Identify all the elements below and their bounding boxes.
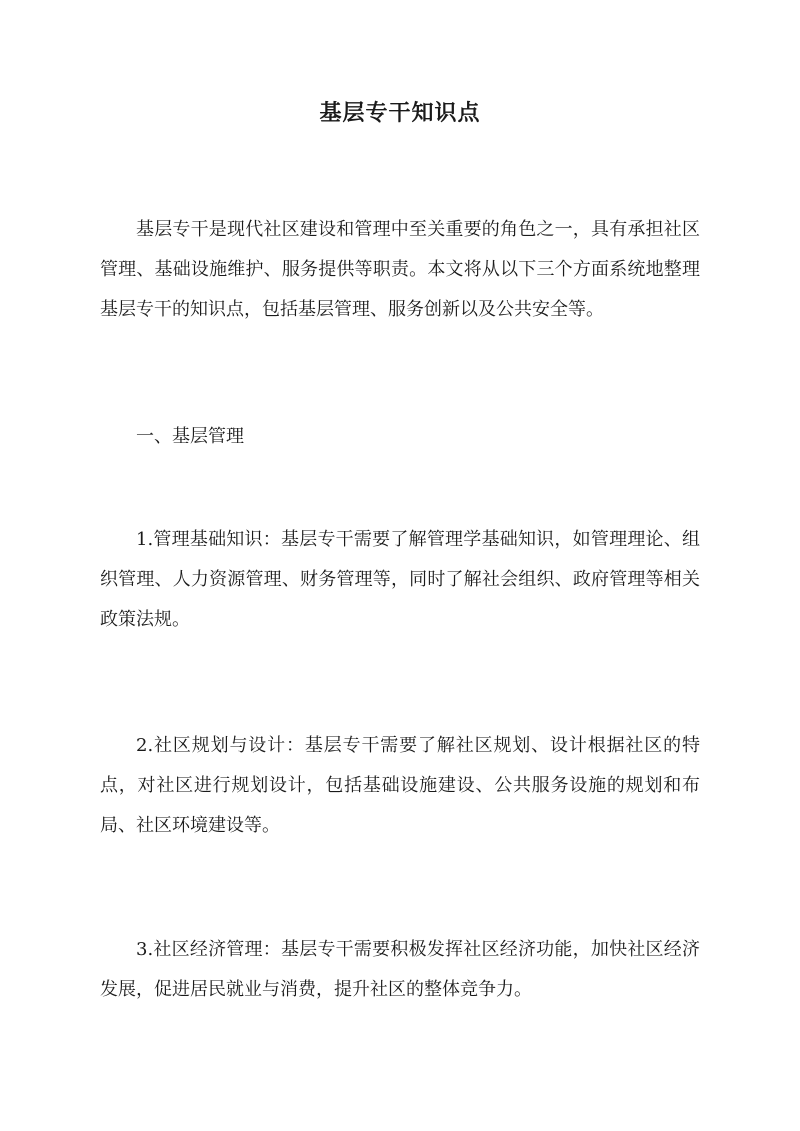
section-heading-basic-management: 一、基层管理 bbox=[136, 426, 244, 447]
paragraph-community-planning: 2.社区规划与设计：基层专干需要了解社区规划、设计根据社区的特点，对社区进行规划设计，包括基础设施建设、公共服务设施的规划和布局、社区环境建设等。 bbox=[100, 735, 700, 836]
paragraph-community-economy: 3.社区经济管理：基层专干需要积极发挥社区经济功能，加快社区经济发展，促进居民就业与消费，提升社区的整体竞争力。 bbox=[100, 939, 700, 1000]
intro-paragraph: 基层专干是现代社区建设和管理中至关重要的角色之一，具有承担社区管理、基础设施维护、服务提供等职责。本文将从以下三个方面系统地整理基层专干的知识点，包括基层管理、服务创新以及公共安全等。 bbox=[100, 219, 700, 320]
paragraph-management-basics: 1.管理基础知识：基层专干需要了解管理学基础知识，如管理理论、组织管理、人力资源管理、财务管理等，同时了解社会组织、政府管理等相关政策法规。 bbox=[100, 529, 700, 630]
document-title: 基层专干知识点 bbox=[319, 100, 481, 126]
